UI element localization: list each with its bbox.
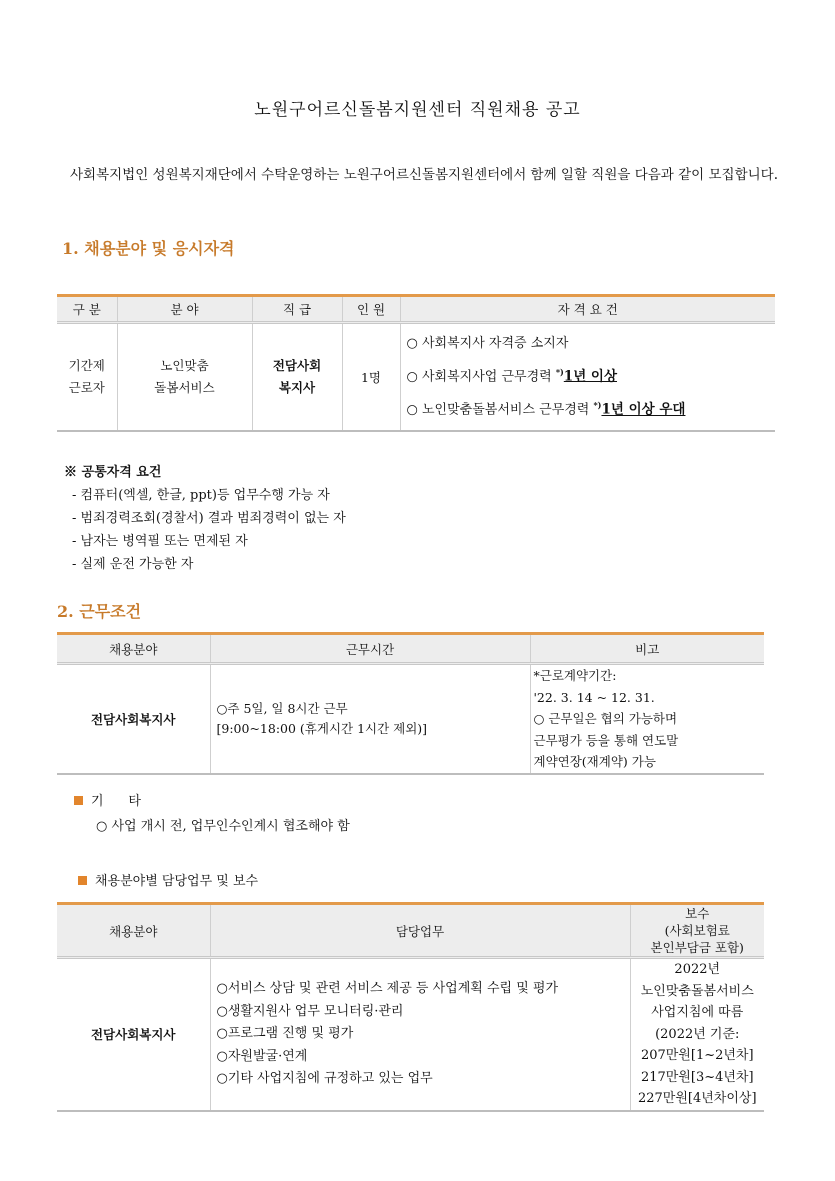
- work-conditions-table: [57, 632, 764, 775]
- header-requirements: 자 격 요 건: [400, 296, 775, 323]
- job-field: 노인맞춤 돌봄서비스: [117, 323, 252, 431]
- table-row: [57, 664, 764, 774]
- square-bullet-icon: [74, 796, 83, 805]
- list-item: ○서비스 상담 및 관련 서비스 제공 등 사업계획 수립 및 평가: [216, 981, 559, 996]
- duty-tasks: [210, 958, 630, 1111]
- list-item: ○기타 사업지침에 규정하고 있는 업무: [216, 1071, 433, 1086]
- section1-heading: 1. 채용분야 및 응시자격: [62, 239, 235, 258]
- requirements: [400, 323, 775, 431]
- etc-item: ○ 사업 개시 전, 업무인수인계시 협조해야 함: [96, 819, 350, 834]
- duty-table-header: [57, 904, 764, 958]
- header-field: 분 야: [117, 296, 252, 323]
- employment-type: 기간제 근로자: [57, 323, 117, 431]
- work-field: 전담사회복지사: [57, 664, 210, 774]
- requirement-certificate: ○ 사회복지사 자격증 소지자: [406, 335, 569, 351]
- common-qualifications: [64, 461, 346, 576]
- list-item: ○생활지원사 업무 모니터링·관리: [216, 1003, 404, 1019]
- page-title: 노원구어르신돌봄지원센터 직원채용 공고: [254, 100, 581, 120]
- header-field: 채용분야: [57, 634, 210, 664]
- qualification-table: [57, 294, 775, 432]
- duty-pay-table: [57, 902, 764, 1112]
- header-count: 인 원: [342, 296, 400, 323]
- list-item: - 실제 운전 가능한 자: [72, 557, 194, 572]
- headcount: 1명: [342, 323, 400, 431]
- header-field: 채용분야: [57, 904, 210, 958]
- work-note: *근로계약기간: '22. 3. 14 ~ 12. 31. ○ 근무일은 협의 가능하며 근무평가 등을 통해 연도말 계약연장(재계약) 가능: [530, 664, 764, 774]
- common-heading: ※ 공통자격 요건: [64, 465, 162, 480]
- section2-heading: 2. 근무조건: [57, 602, 142, 621]
- intro-text: 사회복지법인 성원복지재단에서 수탁운영하는 노원구어르신돌봄지원센터에서 함께 일할 직원을 다음과 같이 모집합니다.: [70, 167, 779, 183]
- requirement-experience: ○ 사회복지사업 근무경력 *)1년 이상: [406, 366, 618, 385]
- work-hours: ○주 5일, 일 8시간 근무 [9:00~18:00 (휴게시간 1시간 제외)]: [210, 664, 530, 774]
- duty-field: 전담사회복지사: [57, 958, 210, 1111]
- list-item: ○프로그램 진행 및 평가: [216, 1026, 354, 1041]
- list-item: ○자원발굴·연계: [216, 1048, 308, 1064]
- duty-heading-row: [78, 870, 258, 889]
- list-item: - 범죄경력조회(경찰서) 결과 범죄경력이 없는 자: [72, 511, 346, 526]
- requirement-preferred: ○ 노인맞춤돌봄서비스 근무경력 *)1년 이상 우대: [406, 400, 686, 418]
- table-row: [57, 958, 764, 1111]
- list-item: - 컴퓨터(엑셀, 한글, ppt)등 업무수행 가능 자: [72, 488, 330, 503]
- header-note: 비고: [530, 634, 764, 664]
- etc-section: [74, 790, 350, 834]
- job-grade: 전담사회 복지사: [252, 323, 342, 431]
- duty-heading: 채용분야별 담당업무 및 보수: [95, 874, 259, 889]
- work-table-header: [57, 634, 764, 664]
- header-duty: 담당업무: [210, 904, 630, 958]
- header-pay: 보수 (사회보험료 본인부담금 포함): [630, 904, 764, 958]
- header-grade: 직 급: [252, 296, 342, 323]
- square-bullet-icon: [78, 876, 87, 885]
- header-type: 구 분: [57, 296, 117, 323]
- header-hours: 근무시간: [210, 634, 530, 664]
- duty-pay: 2022년 노인맞춤돌봄서비스 사업지침에 따름 (2022년 기준: 207만원[1~2년차] 217만원[3~4년차] 227만원[4년차이상]: [630, 958, 764, 1111]
- etc-heading: 기 타: [91, 794, 141, 809]
- qualification-table-header: [57, 296, 775, 323]
- table-row: [57, 323, 775, 431]
- list-item: - 남자는 병역필 또는 면제된 자: [72, 534, 248, 549]
